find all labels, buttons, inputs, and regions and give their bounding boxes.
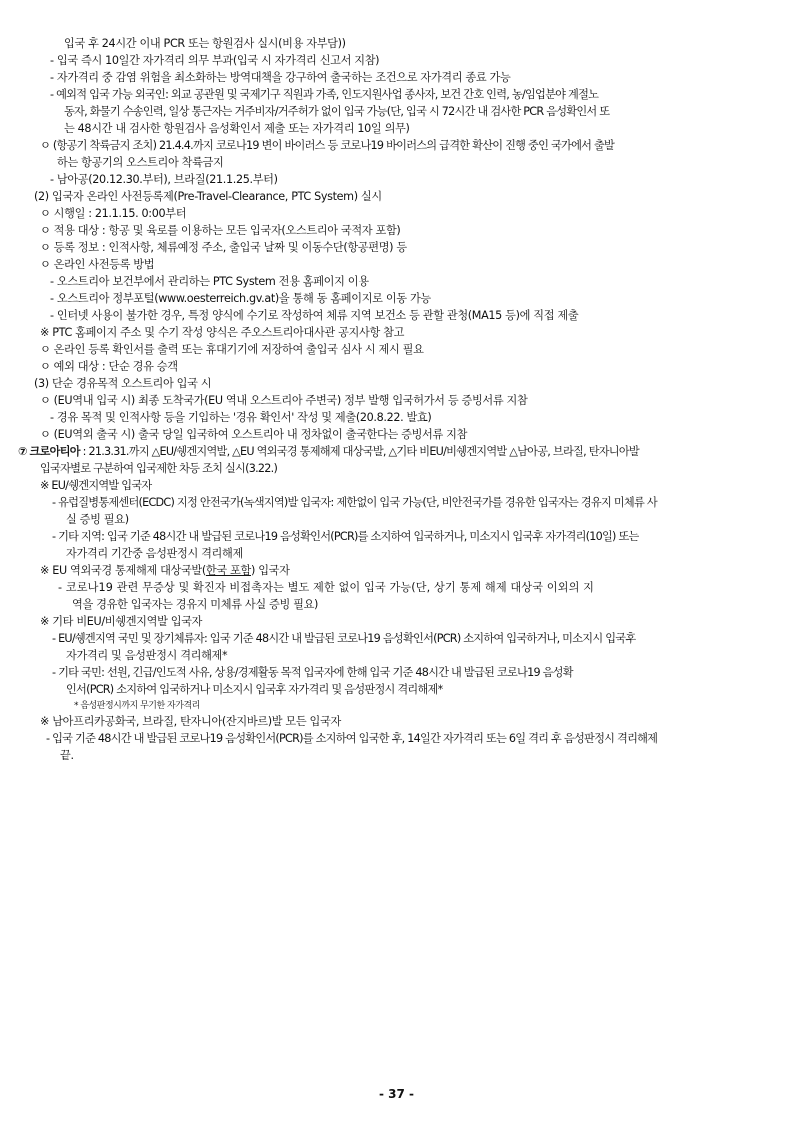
croatia-sa-line-2: 끝.: [60, 749, 74, 762]
croatia-border-line-2: 역을 경유한 입국자는 경유지 미체류 사실 증빙 필요): [72, 598, 319, 611]
ptc-registration-info: ㅇ 등록 정보 : 인적사항, 체류예정 주소, 출입국 날짜 및 이동수단(항공편명) 등: [40, 241, 407, 254]
austria-flight-ban-line-2: 하는 항공기의 오스트리아 착륙금지: [57, 156, 224, 169]
ptc-method-1: - 오스트리아 보건부에서 관리하는 PTC System 전용 홈페이지 이용: [50, 275, 369, 288]
transit-eu-entry: ㅇ (EU역내 입국 시) 최종 도착국가(EU 역내 오스트리아 주변국) 정부 발행 입국허가서 등 증빙서류 지참: [40, 394, 528, 407]
croatia-footnote: * 음성판정시까지 무기한 자가격리: [74, 701, 200, 711]
croatia-eu-line-4: 자가격리 기간중 음성판정시 격리해제: [66, 547, 243, 560]
border-heading-suffix: ) 입국자: [250, 564, 290, 577]
croatia-other-heading: ※ 기타 비EU/비쉥겐지역발 입국자: [40, 615, 203, 628]
croatia-sa-line-1: - 입국 기준 48시간 내 발급된 코로나19 음성확인서(PCR)를 소지하여 입국한 후, 14일간 자가격리 또는 6일 격리 후 음성판정시 격리해제: [46, 732, 658, 745]
ptc-method-3: - 인터넷 사용이 불가한 경우, 특정 양식에 수기로 작성하여 체류 지역 보건소 등 관할 관청(MA15 등)에 직접 제출: [50, 309, 579, 322]
croatia-other-line-1: - EU/쉥겐지역 국민 및 장기체류자: 입국 기준 48시간 내 발급된 코로나19 음성확인서(PCR) 소지하여 입국하거나, 미소지시 입국후: [52, 632, 636, 645]
austria-flight-ban-line-3: - 남아공(20.12.30.부터), 브라질(21.1.25.부터): [50, 173, 278, 186]
croatia-eu-line-2: 실 증빙 필요): [66, 513, 129, 526]
croatia-border-line-1: - 코로나19 관련 무증상 및 확진자 비접촉자는 별도 제한 없이 입국 가능(단, 상기 통제 해제 대상국 이외의 지: [58, 581, 595, 594]
croatia-other-line-2: 자가격리 및 음성판정시 격리해제*: [66, 649, 228, 662]
border-heading-underlined: 한국 포함: [205, 564, 251, 577]
croatia-summary-line-1: [0, 444, 793, 460]
transit-confirmation: - 경유 목적 및 인적사항 등을 기입하는 '경유 확인서' 작성 및 제출(20.8.22. 발효): [50, 411, 432, 424]
ptc-method-2: - 오스트리아 정부포털(www.oesterreich.gv.at)을 통해 동 홈페이지로 이동 가능: [50, 292, 431, 305]
ptc-note: ※ PTC 홈페이지 주소 및 수기 작성 양식은 주오스트리아대사관 공지사항 참고: [40, 326, 405, 339]
ptc-print-confirmation: ㅇ 온라인 등록 확인서를 출력 또는 휴대기기에 저장하여 출입국 심사 시 제시 필요: [40, 343, 424, 356]
croatia-other-line-3: - 기타 국민: 선원, 긴급/인도적 사유, 상용/경제활동 목적 입국자에 한해 입국 기준 48시간 내 발급된 코로나19 음성확: [52, 666, 573, 679]
transit-heading: (3) 단순 경유목적 오스트리아 입국 시: [34, 377, 212, 390]
ptc-exempt: ㅇ 예외 대상 : 단순 경유 승객: [40, 360, 178, 373]
croatia-border-heading: [0, 563, 793, 579]
croatia-country-name: 크로아티아: [29, 445, 80, 458]
page-number: - 37 -: [378, 1087, 414, 1101]
ptc-heading: (2) 입국자 온라인 사전등록제(Pre-Travel-Clearance, PTC System) 실시: [34, 190, 382, 203]
croatia-summary-text: : 21.3.31.까지 △EU/쉥겐지역발, △EU 역외국경 통제해제 대상국발, △기타 비EU/비쉥겐지역발 △남아공, 브라질, 탄자니아발: [79, 445, 639, 458]
croatia-sa-heading: ※ 남아프리카공화국, 브라질, 탄자니아(잔지바르)발 모든 입국자: [40, 715, 341, 728]
croatia-summary-line-2: 입국자별로 구분하여 입국제한 차등 조치 실시(3.22.): [40, 462, 278, 475]
austria-quarantine-end: - 자가격리 중 감염 위험을 최소화하는 방역대책을 강구하여 출국하는 조건으로 자가격리 종료 가능: [50, 71, 511, 84]
austria-exception-line-2: 동자, 화물기 수송인력, 일상 통근자는 거주비자/거주허가 없이 입국 가능(단, 입국 시 72시간 내 검사한 PCR 음성확인서 또: [64, 105, 610, 118]
austria-flight-ban-line-1: ㅇ (항공기 착륙금지 조치) 21.4.4.까지 코로나19 변이 바이러스 등 코로나19 바이러스의 급격한 확산이 진행 중인 국가에서 출발: [40, 139, 615, 152]
croatia-eu-heading: ※ EU/쉥겐지역발 입국자: [40, 479, 152, 492]
ptc-target: ㅇ 적용 대상 : 항공 및 육로를 이용하는 모든 입국자(오스트리아 국적자 포함): [40, 224, 401, 237]
austria-arrival-tail: 입국 후 24시간 이내 PCR 또는 항원검사 실시(비용 자부담)): [64, 37, 346, 50]
croatia-eu-line-3: - 기타 지역: 입국 기준 48시간 내 발급된 코로나19 음성확인서(PCR)를 소지하여 입국하거나, 미소지시 입국후 자가격리(10일) 또는: [52, 530, 639, 543]
transit-non-eu-exit: ㅇ (EU역외 출국 시) 출국 당일 입국하여 오스트리아 내 정차없이 출국한다는 증빙서류 지참: [40, 428, 468, 441]
croatia-other-line-4: 인서(PCR) 소지하여 입국하거나 미소지시 입국후 자가격리 및 음성판정시 격리해제*: [66, 683, 443, 696]
croatia-marker: ⑦: [18, 445, 27, 458]
austria-exception-line-3: 는 48시간 내 검사한 항원검사 음성확인서 제출 또는 자가격리 10일 의무): [64, 122, 410, 135]
croatia-eu-line-1: - 유럽질병통제센터(ECDC) 지정 안전국가(녹색지역)발 입국자: 제한없이 입국 가능(단, 비안전국가를 경유한 입국자는 경유지 미체류 사: [52, 496, 657, 509]
ptc-method-heading: ㅇ 온라인 사전등록 방법: [40, 258, 155, 271]
austria-quarantine-10d: - 입국 즉시 10일간 자가격리 의무 부과(입국 시 자가격리 신고서 지참): [50, 54, 380, 67]
austria-exception-line-1: - 예외적 입국 가능 외국인: 외교 공관원 및 국제기구 직원과 가족, 인도지원사업 종사자, 보건 간호 인력, 농/임업분야 계절노: [50, 88, 599, 101]
border-heading-prefix: ※ EU 역외국경 통제해제 대상국발(: [40, 564, 206, 577]
ptc-effective-date: ㅇ 시행일 : 21.1.15. 0:00부터: [40, 207, 187, 220]
